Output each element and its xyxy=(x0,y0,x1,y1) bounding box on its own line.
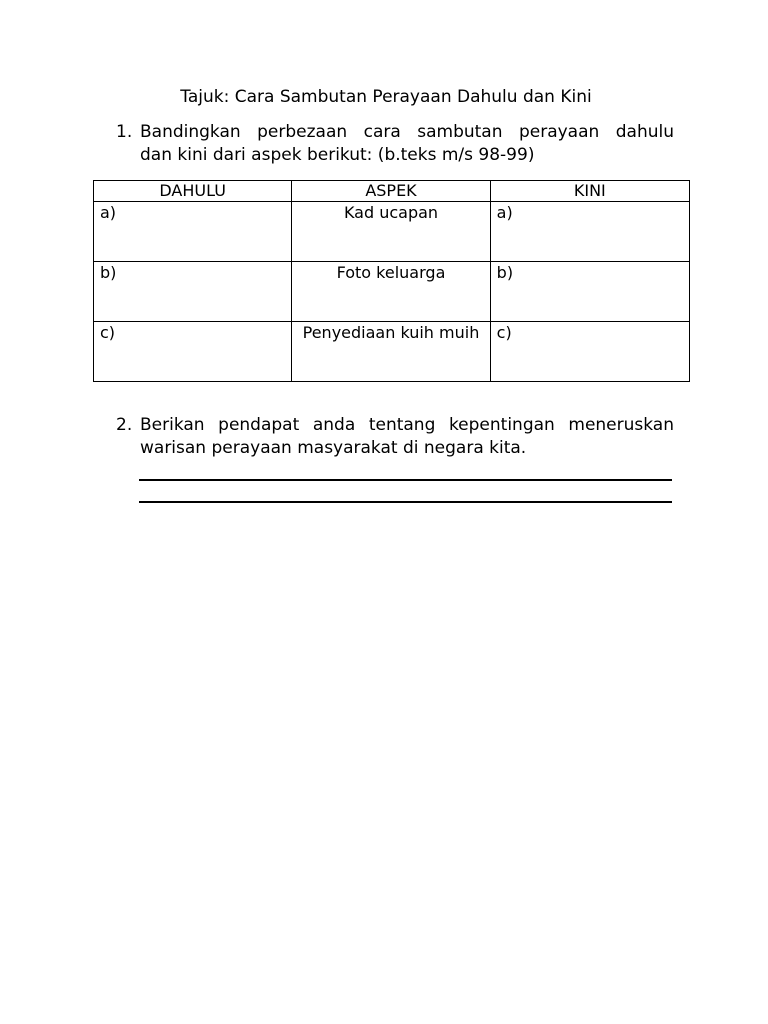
question-1-number: 1. xyxy=(116,122,133,142)
header-aspek: ASPEK xyxy=(292,181,490,202)
comparison-table xyxy=(93,180,690,382)
aspek-label: Penyediaan kuih muih xyxy=(302,323,480,342)
header-kini: KINI xyxy=(490,181,689,202)
aspek-cell xyxy=(292,262,490,322)
kini-cell[interactable] xyxy=(490,262,689,322)
question-2-line-1: Berikan pendapat anda tentang kepentingan meneruskan xyxy=(140,415,674,435)
answer-line[interactable] xyxy=(139,501,672,503)
aspek-label: Kad ucapan xyxy=(343,203,439,222)
question-1-text xyxy=(140,121,674,167)
kini-label: b) xyxy=(496,263,514,282)
question-1 xyxy=(116,121,674,167)
aspek-cell xyxy=(292,202,490,262)
dahulu-cell[interactable] xyxy=(94,322,292,382)
aspek-cell xyxy=(292,322,490,382)
question-2-text xyxy=(140,414,674,460)
question-2-line-2: warisan perayaan masyarakat di negara kita. xyxy=(140,438,527,458)
dahulu-cell[interactable] xyxy=(94,202,292,262)
question-2 xyxy=(116,414,674,460)
table-row xyxy=(94,262,690,322)
header-dahulu: DAHULU xyxy=(94,181,292,202)
kini-label: c) xyxy=(496,323,512,342)
question-1-line-2: dan kini dari aspek berikut: (b.teks m/s 98-99) xyxy=(140,145,535,165)
kini-cell[interactable] xyxy=(490,322,689,382)
dahulu-label: c) xyxy=(100,323,116,342)
table-header-row xyxy=(94,181,690,202)
dahulu-label: b) xyxy=(100,263,117,282)
answer-line[interactable] xyxy=(139,479,672,481)
kini-cell[interactable] xyxy=(490,202,689,262)
table-row xyxy=(94,322,690,382)
dahulu-label: a) xyxy=(100,203,117,222)
table-row xyxy=(94,202,690,262)
page-title: Tajuk: Cara Sambutan Perayaan Dahulu dan Kini xyxy=(180,87,592,107)
aspek-label: Foto keluarga xyxy=(336,263,446,282)
dahulu-cell[interactable] xyxy=(94,262,292,322)
question-1-line-1: Bandingkan perbezaan cara sambutan perayaan dahulu xyxy=(140,122,674,142)
kini-label: a) xyxy=(496,203,513,222)
question-2-number: 2. xyxy=(116,415,133,435)
